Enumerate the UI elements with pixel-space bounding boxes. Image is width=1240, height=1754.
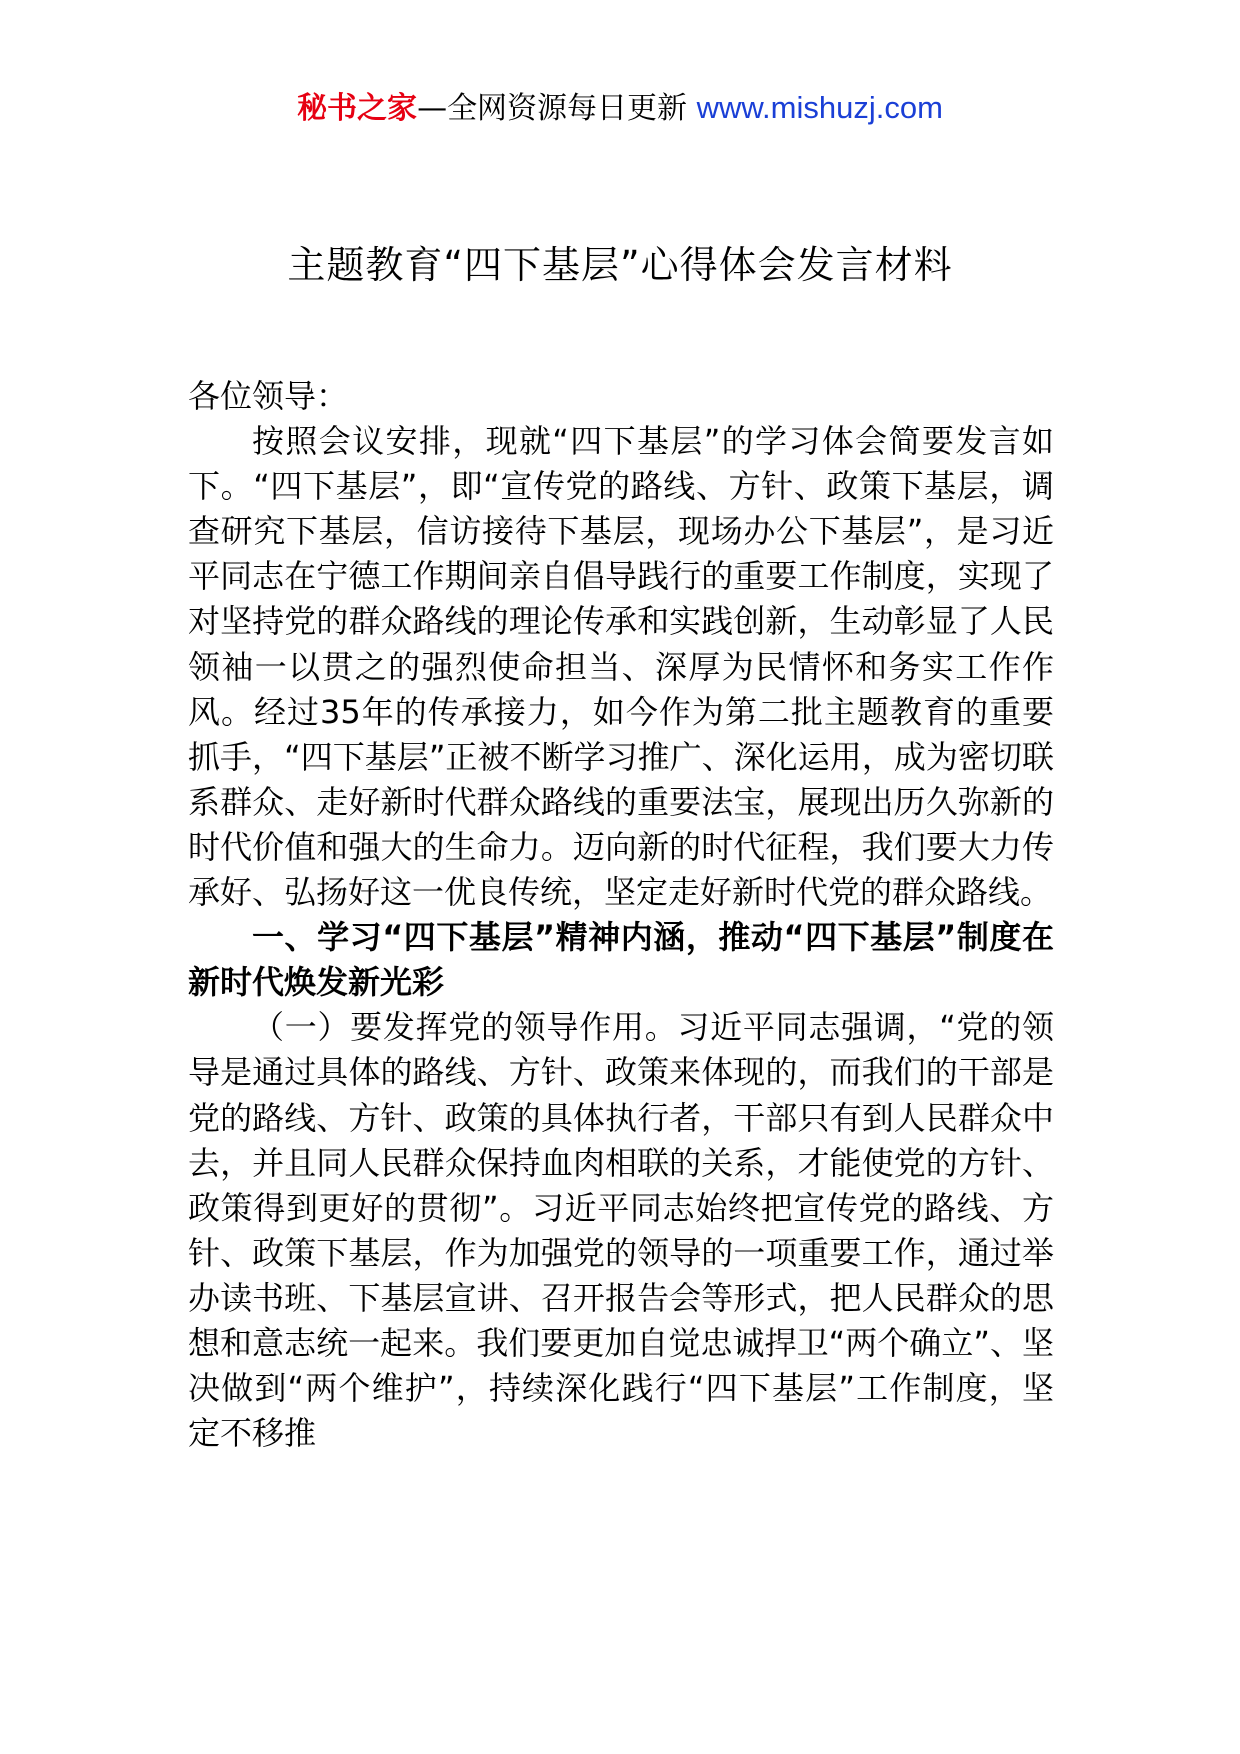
site-header [0, 88, 1240, 129]
subsection-paragraph: （一）要发挥党的领导作用。习近平同志强调，“党的领导是通过具体的路线、方针、政策来体现的，而我们的干部是党的路线、方针、政策的具体执行者，干部只有到人民群众中去，并且同人民群众保持血肉相联的关系，才能使党的方针、政策得到更好的贯彻”。习近平同志始终把宣传党的路线、方针、政策下基层，作为加强党的领导的一项重要工作，通过举办读书班、下基层宣讲、召开报告会等形式，把人民群众的思想和意志统一起来。我们要更加自觉忠诚捍卫“两个确立”、坚决做到“两个维护”，持续深化践行“四下基层”工作制度，坚定不移推 [188, 1008, 1054, 1453]
site-tagline: —全网资源每日更新 [417, 91, 688, 126]
site-brand: 秘书之家 [297, 91, 418, 126]
site-url-link[interactable]: www.mishuzj.com [696, 90, 943, 125]
document-body [188, 374, 1054, 1456]
section-heading: 一、学习“四下基层”精神内涵，推动“四下基层”制度在新时代焕发新光彩 [188, 918, 1054, 1002]
document-title: 主题教育“四下基层”心得体会发言材料 [287, 243, 953, 287]
salutation: 各位领导： [188, 377, 349, 415]
intro-paragraph: 按照会议安排，现就“四下基层”的学习体会简要发言如下。“四下基层”，即“宣传党的路线、方针、政策下基层，调查研究下基层，信访接待下基层，现场办公下基层”，是习近平同志在宁德工作期间亲自倡导践行的重要工作制度，实现了对坚持党的群众路线的理论传承和实践创新，生动彰显了人民领袖一以贯之的强烈使命担当、深厚为民情怀和务实工作作风。经过35年的传承接力，如今作为第二批主题教育的重要抓手，“四下基层”正被不断学习推广、深化运用，成为密切联系群众、走好新时代群众路线的重要法宝，展现出历久弥新的时代价值和强大的生命力。迈向新的时代征程，我们要大力传承好、弘扬好这一优良传统，坚定走好新时代党的群众路线。 [188, 422, 1054, 912]
